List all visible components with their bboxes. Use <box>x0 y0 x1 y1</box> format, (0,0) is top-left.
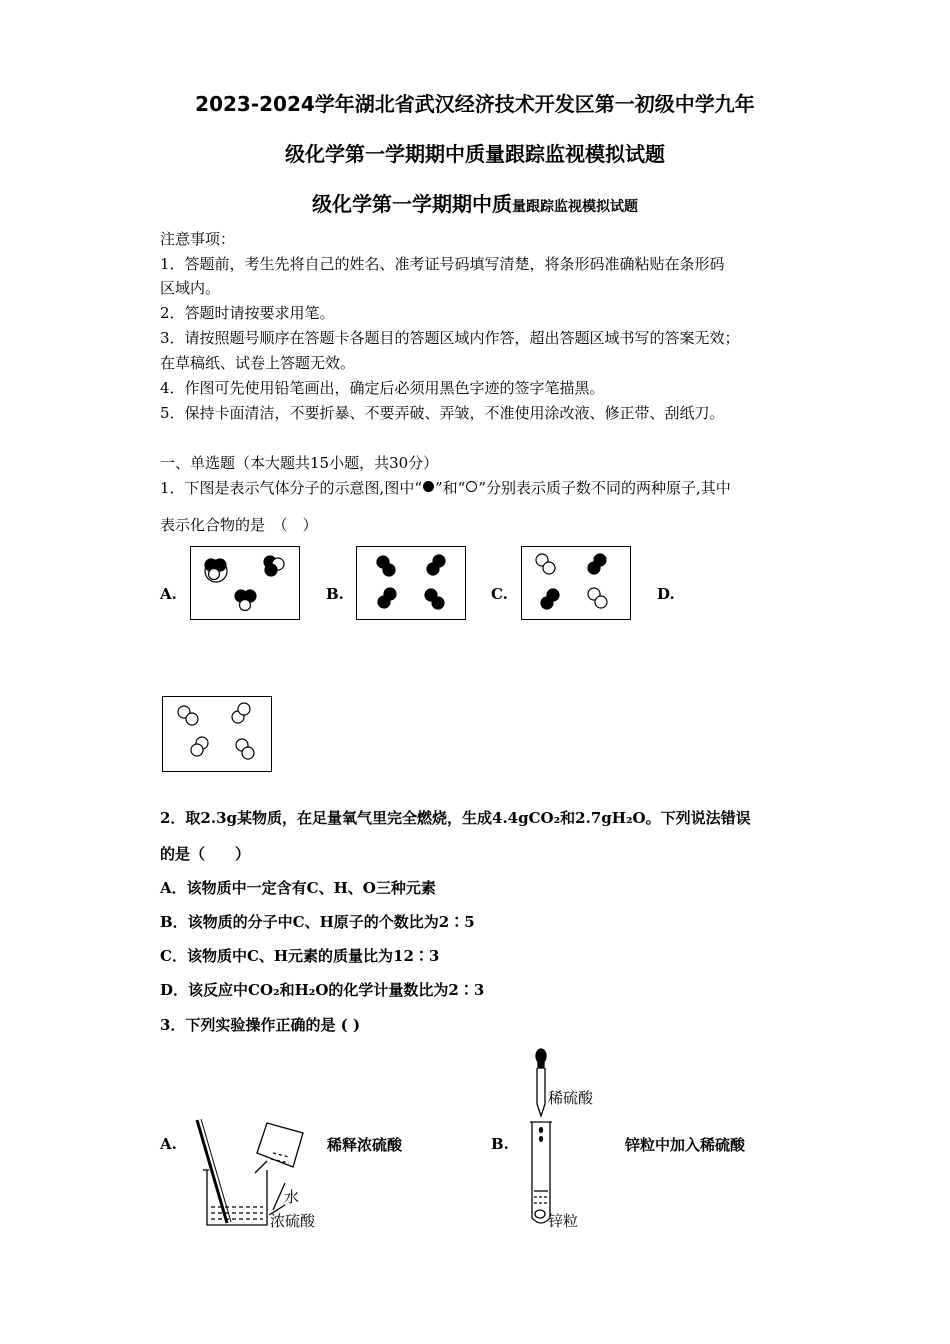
q1-text-line2: 表示化合物的是 （ ） <box>160 516 318 534</box>
molecule-diagram-d <box>163 697 271 771</box>
q2-text-line2: 的是（ ） <box>160 845 251 863</box>
q2-text: 2．取2.3g某物质，在足量氧气里完全燃烧，生成4.4gCO₂和2.7gH₂O。下列说法错误 <box>160 809 751 827</box>
notice-item: 4．作图可先使用铅笔画出，确定后必须用黑色字迹的签字笔描黑。 <box>160 379 605 397</box>
molecule-diagram-a <box>191 547 299 619</box>
q1-text <box>160 477 731 498</box>
q3-option-b-caption: 锌粒中加入稀硫酸 <box>625 1136 746 1154</box>
q1-text-part: ”分别表示质子数不同的两种原子,其中 <box>478 479 731 497</box>
q1-text-part: 1．下图是表示气体分子的示意图,图中“ <box>160 479 422 497</box>
page-title-line3 <box>0 188 950 217</box>
q1-option-c-label[interactable]: C. <box>491 585 508 603</box>
q3-b-zinc-label: 锌粒 <box>548 1212 579 1230</box>
notice-heading: 注意事项： <box>160 230 236 248</box>
white-atom-icon <box>466 481 477 492</box>
q3-option-a-caption: 稀释浓硫酸 <box>327 1136 403 1154</box>
q3-text: 3．下列实验操作正确的是 ( ) <box>160 1016 361 1034</box>
q3-a-water-label: 水 <box>284 1188 300 1206</box>
q3-option-b-label[interactable]: B. <box>491 1135 509 1153</box>
notice-item: 在草稿纸、试卷上答题无效。 <box>160 354 356 372</box>
notice-item: 1．答题前，考生先将自己的姓名、准考证号码填写清楚，将条形码准确粘贴在条形码 <box>160 255 725 273</box>
black-atom-icon <box>423 481 434 492</box>
q3-b-acid-label: 稀硫酸 <box>548 1089 594 1107</box>
q1-option-b-label[interactable]: B. <box>326 585 344 603</box>
q1-option-a-diagram[interactable] <box>190 546 300 620</box>
page-title-line3-small: 量跟踪监视模拟试题 <box>512 199 638 215</box>
page-title-line2: 级化学第一学期期中质量跟踪监视模拟试题 <box>285 142 665 166</box>
notice-item: 5．保持卡面清洁，不要折暴、不要弄破、弄皱，不准使用涂改液、修正带、刮纸刀。 <box>160 404 725 422</box>
q2-option-c[interactable]: C．该物质中C、H元素的质量比为12∶3 <box>160 947 440 965</box>
q3-option-a-label[interactable]: A. <box>160 1135 177 1153</box>
test-tube-apparatus[interactable] <box>520 1046 570 1228</box>
page-title-line3-large: 级化学第一学期期中质 <box>312 192 512 216</box>
dropper-test-tube-icon <box>520 1046 570 1228</box>
section-heading: 一、单选题（本大题共15小题，共30分） <box>160 454 439 472</box>
q1-text-part: ”和“ <box>434 479 466 497</box>
molecule-diagram-b <box>357 547 465 619</box>
q2-option-d[interactable]: D．该反应中CO₂和H₂O的化学计量数比为2∶3 <box>160 981 485 999</box>
q1-option-c-diagram[interactable] <box>521 546 631 620</box>
q1-option-d-diagram[interactable] <box>162 696 272 772</box>
q1-option-b-diagram[interactable] <box>356 546 466 620</box>
q1-option-a-label[interactable]: A. <box>160 585 177 603</box>
notice-item: 2．答题时请按要求用笔。 <box>160 304 335 322</box>
page-title-line1: 2023-2024学年湖北省武汉经济技术开发区第一初级中学九年 <box>195 92 755 116</box>
notice-item: 区域内。 <box>160 279 221 297</box>
notice-item: 3．请按照题号顺序在答题卡各题目的答题区域内作答，超出答题区域书写的答案无效； <box>160 329 740 347</box>
q2-option-b[interactable]: B．该物质的分子中C、H原子的个数比为2∶5 <box>160 913 475 931</box>
molecule-diagram-c <box>522 547 630 619</box>
q3-a-acid-label: 浓硫酸 <box>270 1212 316 1230</box>
q2-option-a[interactable]: A．该物质中一定含有C、H、O三种元素 <box>160 879 436 897</box>
q1-option-d-label[interactable]: D. <box>657 585 675 603</box>
